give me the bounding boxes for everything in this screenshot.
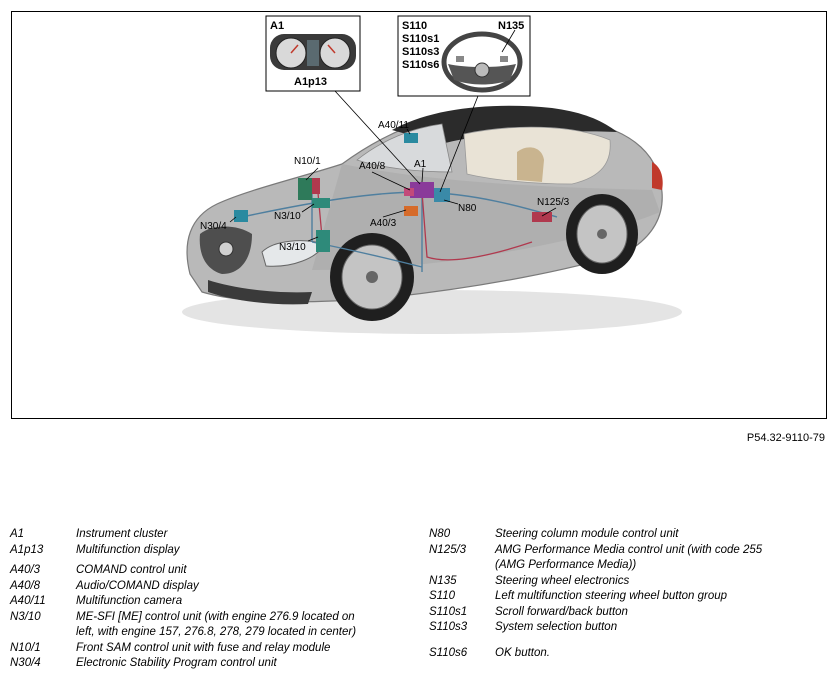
component-n30-4 [234,210,248,222]
legend-code: S110s3 [429,621,468,633]
wheel-inset-label-s110: S110 [402,20,428,32]
legend-item [429,620,829,636]
label-n10-1: N10/1 [294,156,321,167]
legend-item [10,543,420,559]
legend-code: N10/1 [10,641,41,654]
legend-desc: OK button. [495,646,550,659]
legend-code: S110 [429,590,456,602]
component-n3-10-lower [316,230,330,252]
label-n3-10-upper: N3/10 [274,211,301,222]
legend-code: A40/8 [10,579,41,592]
label-n3-10-lower: N3/10 [279,242,306,253]
legend-desc: Steering wheel electronics [495,574,630,587]
legend-desc: Steering column module control unit [495,528,679,540]
legend-code: A1 [10,528,25,540]
legend-code: N80 [429,528,451,540]
legend-item [429,589,829,605]
label-a40-11: A40/11 [378,120,409,131]
label-a40-3: A40/3 [370,218,397,229]
cluster-inset-label-a1p13: A1p13 [294,76,328,88]
legend-desc: Scroll forward/back button [495,605,628,618]
instrument-cluster-image [270,34,356,70]
legend-code: N3/10 [10,610,41,623]
component-n10-1-red [312,178,320,194]
legend-code: A40/11 [10,595,46,607]
car-taillight [652,162,663,190]
legend-code: S110s1 [429,605,468,618]
component-a40-3 [404,206,418,216]
legend-left-column [10,527,420,672]
legend-code: N125/3 [429,543,467,556]
legend-item [10,656,420,672]
rear-wheel [566,194,638,274]
legend-item [10,527,420,543]
legend-item [10,594,420,610]
component-n80 [434,188,450,202]
figure-reference: P54.32-9110-79 [746,432,825,444]
legend-item [10,563,420,579]
cluster-inset-label-a1: A1 [270,20,285,32]
front-wheel [330,233,414,321]
component-n10-1 [298,178,312,200]
legend-desc: Front SAM control unit with fuse and relay module [76,641,331,654]
legend-item [429,605,829,621]
label-n30-4: N30/4 [200,221,227,232]
legend-right-column [429,527,829,661]
legend-item [10,579,420,595]
legend-desc: System selection button [495,621,618,633]
label-n125-3: N125/3 [537,197,570,208]
legend-code: A1p13 [10,543,44,556]
legend-desc: Electronic Stability Program control unit [76,657,277,669]
label-a40-8: A40/8 [359,161,386,172]
legend-code: S110s6 [429,646,468,659]
component-n125-3 [532,212,552,222]
legend-desc: Instrument cluster [76,528,168,540]
legend-code: N135 [429,574,457,587]
legend-item [10,610,420,641]
label-n80: N80 [458,203,477,214]
legend-desc: Multifunction display [76,543,180,556]
legend-desc: Multifunction camera [76,595,183,607]
legend-item [429,646,829,662]
car-illustration [12,12,828,420]
component-n3-10-upper [312,198,330,208]
legend-desc: ME-SFI [ME] control unit (with engine 276.9 located on left, with engine 157, 276.8, 278, 279 located in center) [76,610,357,638]
figure-frame [11,11,827,419]
wheel-inset-label-s110s1: S110s1 [402,33,440,45]
legend-item [429,543,829,574]
legend-item [10,641,420,657]
component-a40-11 [404,133,418,143]
wheel-inset-label-s110s3: S110s3 [402,46,440,58]
legend-code: N30/4 [10,657,41,669]
legend-desc: Left multifunction steering wheel button group [495,590,728,602]
legend-desc: AMG Performance Media control unit (with code 255 (AMG Performance Media)) [495,543,763,571]
label-a1: A1 [414,159,427,170]
legend-code: A40/3 [10,564,41,576]
wheel-inset-label-n135: N135 [498,20,525,32]
legend-item [429,574,829,590]
car-seat [517,147,544,182]
legend-item [429,527,829,543]
legend-desc: Audio/COMAND display [76,579,199,592]
wheel-inset-label-s110s6: S110s6 [402,59,440,71]
legend-desc: COMAND control unit [76,564,187,576]
car-badge [219,242,233,256]
